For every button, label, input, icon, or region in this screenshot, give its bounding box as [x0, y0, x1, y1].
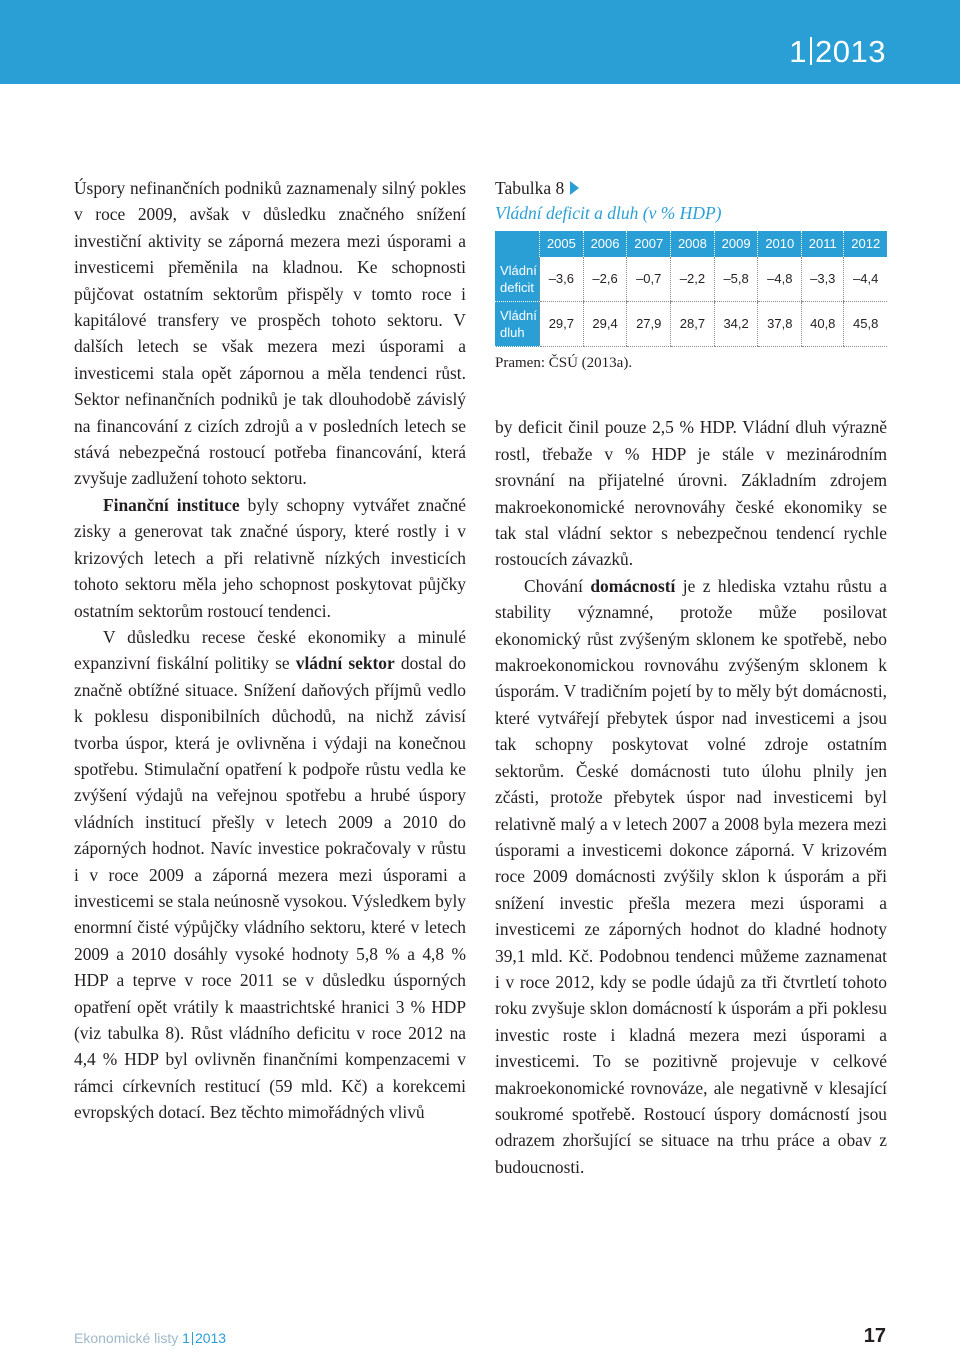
table-cell: 29,7 — [540, 302, 584, 347]
footer-issue-number: 1 — [182, 1330, 190, 1346]
table-row — [495, 302, 887, 347]
year-header: 2008 — [671, 231, 715, 257]
footer-issue-year: 2013 — [194, 1330, 227, 1346]
table-row — [495, 257, 887, 302]
table-corner-cell — [495, 231, 540, 257]
paragraph-2-text: byly schopny vytvářet značné zisky a generovat tak značné úspory, které rostly i v krizových letech a při relativně nízkých investicích tohoto sektoru měla jeho schopnost poskytovat půjčky ostatním sektorům rostoucí tendenci. — [74, 494, 467, 621]
issue-label — [789, 36, 886, 67]
row-label-debt — [495, 302, 540, 347]
deficit-debt-table — [495, 231, 887, 347]
issue-year: 2013 — [815, 34, 886, 69]
paragraph-right-2-text: je z hlediska vztahu růstu a stability významné, protože může posilovat ekonomický růst zvýšeným sklonem ke spotřebě, nebo makroekonomickou rovnováhu zvýšeným sklonem k úsporám. V tradičním pojetí by to měly být domácnosti, které vytvářejí přebytek úspor nad investicemi a jsou tak schopny poskytovat volné zdroje ostatním sektorům. České domácnosti tuto úlohu plnily jen zčásti, protože přebytek úspor nad investicemi byl relativně malý a v letech 2007 a 2008 byla mezera mezi úsporami a investicemi dokonce záporná. V krizovém roce 2009 domácnosti zvýšily sklon k úsporám a při snížení investic přešla mezera mezi úsporami a investicemi ze záporných hodnot do kladné hodnoty 39,1 mld. Kč. Podobnou tendenci můžeme zaznamenat i v roce 2012, kdy se podle údajů za tři čtvrtletí tohoto roku zvyšuje sklon domácností k úsporám a při poklesu investic roste i kladná mezera mezi úsporami a investicemi. To se pozitivně projevuje v celkové makroekonomické rovnováze, ale negativně v klesající soukromé spotřebě. Rostoucí úspory domácností jsou odrazem zhoršující se situace na trhu práce a obav z budoucnosti. — [495, 575, 887, 1177]
table-label-text: Tabulka 8 — [495, 178, 565, 198]
row-label-deficit — [495, 257, 540, 302]
row-label-line: deficit — [500, 280, 534, 296]
footer-separator — [192, 1332, 193, 1345]
table-header-row — [495, 231, 887, 257]
table-cell: 45,8 — [844, 302, 887, 347]
table-cell: –4,8 — [758, 257, 802, 302]
year-header: 2005 — [540, 231, 584, 257]
year-header: 2010 — [758, 231, 802, 257]
paragraph-3-start: V důsledku recese české ekonomiky a minulé expanzivní fiskální politiky se — [74, 626, 466, 674]
table-cell: –3,6 — [540, 257, 584, 302]
table-cell: 40,8 — [802, 302, 844, 347]
paragraph-right-1: by deficit činil pouze 2,5 % HDP. Vládní dluh výrazně rostl, třebaže v % HDP je stále v mezinárodním srovnání na přijatelné úrovni. Základním zdrojem makroekonomické nerovnováhy české ekonomiky se tak stal vládní sektor s nebezpečnou tendencí rychle rostoucích závazků. — [495, 417, 887, 570]
paragraph-right-2-start: Chování — [524, 575, 591, 596]
paragraph-3-text: dostal do značně obtížné situace. Snížení daňových příjmů vedlo k poklesu disponibilních důchodů, na nichž závisí tvorba úspor, která je ovlivněna i výdaji na konečnou spotřebu. Stimulační opatření k podpoře růstu vedla ke zvýšení výdajů na veřejnou spotřebu a hrubé úspory vládních institucí přešly v letech 2009 a 2010 do záporných hodnot. Navíc investice pokračovaly v růstu i v roce 2009 a záporná mezera mezi úsporami a investicemi se stala neúnosně vysokou. Výsledkem byly enormní čisté výpůjčky vládního sektoru, které v letech 2009 a 2010 dosáhly vysoké hodnoty 5,8 % a 4,8 % HDP a teprve v roce 2011 se v důsledku úsporných opatření opět vrátily k maastrichtské hranici 3 % HDP (viz tabulka 8). Růst vládního deficitu v roce 2012 na 4,4 % HDP byl ovlivněn finančními kompenzacemi v rámci církevních restitucí (59 mld. Kč) a korekcemi evropských dotací. Bez těchto mimořádných vlivů — [74, 653, 466, 1123]
table-cell: –4,4 — [844, 257, 887, 302]
triangle-right-icon — [570, 181, 579, 195]
table-cell: 27,9 — [627, 302, 671, 347]
row-label-line: dluh — [500, 325, 525, 341]
table-cell: –2,6 — [583, 257, 627, 302]
year-header: 2011 — [802, 231, 844, 257]
term-domacnosti: domácností — [590, 575, 676, 596]
page-number: 17 — [863, 1325, 886, 1347]
table-cell: –2,2 — [671, 257, 715, 302]
term-vladni-sektor: vládní sektor — [295, 653, 395, 674]
year-header: 2012 — [844, 231, 887, 257]
table-cell: 34,2 — [714, 302, 758, 347]
row-label-line: Vládní — [500, 263, 537, 279]
table-cell: 37,8 — [758, 302, 802, 347]
paragraph-right-2 — [495, 573, 887, 1180]
row-label-line: Vládní — [500, 308, 537, 324]
table-cell: 28,7 — [671, 302, 715, 347]
right-column — [495, 175, 887, 1180]
paragraph-1: Úspory nefinančních podniků zaznamenaly silný pokles v roce 2009, avšak v důsledku značného snížení investiční aktivity se záporná mezera mezi úsporami a investicemi přeměnila na kladnou. Ke schopnosti půjčovat ostatním sektorům přispěly v tomto roce i kapitálové transfery ve prospěch tohoto sektoru. V dalších letech se však mezera mezi úsporami a investicemi stala opět zápornou a měla tendenci růst. Sektor nefinančních podniků je tak dlouhodobě závislý na financování z cizích zdrojů a v posledních letech se stává nebezpečná rostoucí potřeba financování, která zvyšuje zadlužení tohoto sektoru. — [74, 178, 466, 489]
left-column — [74, 175, 466, 1126]
paragraph-2 — [74, 492, 466, 624]
table-label — [495, 176, 887, 200]
year-header: 2007 — [627, 231, 671, 257]
year-header: 2009 — [714, 231, 758, 257]
issue-number: 1 — [789, 34, 808, 69]
header-bar — [0, 0, 960, 84]
table-cell: –0,7 — [627, 257, 671, 302]
table-cell: 29,4 — [583, 302, 627, 347]
table-source: Pramen: ČSÚ (2013a). — [495, 355, 633, 372]
year-header: 2006 — [583, 231, 627, 257]
term-financni-instituce: Finanční instituce — [103, 494, 240, 515]
journal-name: Ekonomické listy — [74, 1330, 179, 1346]
table-title: Vládní deficit a dluh (v % HDP) — [495, 203, 722, 223]
table-cell: –5,8 — [714, 257, 758, 302]
table-cell: –3,3 — [802, 257, 844, 302]
footer-journal — [74, 1331, 226, 1345]
issue-separator — [810, 37, 812, 65]
paragraph-3 — [74, 624, 466, 1126]
